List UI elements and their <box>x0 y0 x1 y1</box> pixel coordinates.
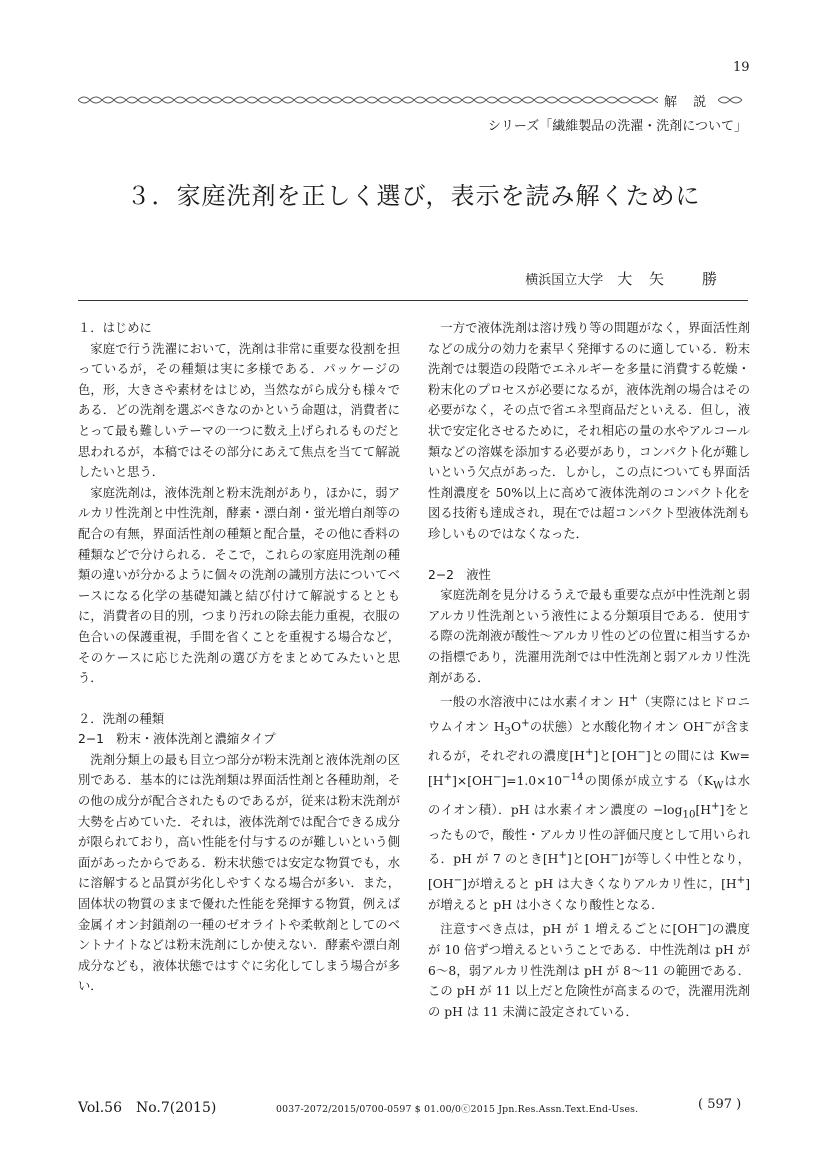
subsection-heading: 2−2 液性 <box>428 567 491 582</box>
paragraph: 注意すべき点は，pH が 1 増えるごとに[OH−]の濃度が 10 倍ずつ増えるということである．中性洗剤は pH が 6〜8，弱アルカリ性洗剤は pH が 8〜11 の範囲である．この pH が 11 以上だと危険性が高まるので，洗濯用洗剤の pH は 11 未満に設定されている． <box>428 919 750 1019</box>
paragraph: 一般の水溶液中には水素イオン H+（実際にはヒドロニウムイオン $H_3O^+$の状態）と水酸化物イオン OH−が含まれるが，それぞれの濃度[H+]と[OH−]との間には $Kw=[H^+]\times[OH^-]=1.0\times 10^{-14}$の関係が成立する（$K_W$は水のイオン積）．pH は水素イオン濃度の $-\log_{10}[H^+]$をとったもので，酸性・アルカリ性の評価尺度として用いられる．pH が 7 のとき[H+]と[OH−]が等しく中性となり，[OH−]が増えると pH は大きくなりアルカリ性に，[H+]が増えると pH は小さくなり酸性となる． <box>428 692 750 912</box>
author-name-given: 勝 <box>701 270 717 288</box>
section-heading: １．はじめに <box>78 321 152 335</box>
author-affiliation: 横浜国立大学 <box>525 273 604 288</box>
paragraph: 家庭洗剤は，液体洗剤と粉末洗剤があり，ほかに，弱アルカリ性洗剤と中性洗剤，酵素・漂白剤・蛍光増白剤等の配合の有無，界面活性剤の種類と配合量，その他に香料の種類などで分けられる．そこで，これらの家庭用洗剤の種類の違いが分かるように個々の洗剤の識別方法についてベースになる化学の基礎知識と結び付けて解説するとともに，消費者の目的別，つまり汚れの除去能力重視，衣服の色合いの保護重視，手間を省くことを重視する場合など，そのケースに応じた洗剤の選び方をまとめてみたいと思う． <box>78 485 400 686</box>
paragraph: 一方で液体洗剤は溶け残り等の問題がなく，界面活性剤などの成分の効力を素早く発揮するのに適している．粉末洗剤では製造の段階でエネルギーを多量に消費する乾燥・粉末化のプロセスが必要になるが，液体洗剤の場合はその必要がなく，その点で省エネ型商品だといえる．但し，液状で安定化させるために，それ相応の量の水やアルコール類などの溶媒を添加する必要があり，コンパクト化が難しいという欠点があった．しかし，この点についても界面活性剤濃度を 50%以上に高めて液体洗剤のコンパクト化を図る技術も達成され，現在では超コンパクト型液体洗剤も珍しいものではなくなった． <box>428 321 750 541</box>
footer-codes: 0037-2072/2015/0700-0597 $ 01.00/0ⓒ2015 Jpn.Res.Assn.Text.End-Uses. <box>276 1104 639 1115</box>
section-heading: ２．洗剤の種類 <box>78 711 165 726</box>
section-label: 解 説 <box>664 95 713 110</box>
paragraph: 家庭で行う洗濯において，洗剤は非常に重要な役割を担っているが，その種類は実に多様である．パッケージの色，形，大きさや素材をはじめ，当然ながら成分も様々である．どの洗剤を選ぶべきなのかという命題は，消費者にとって最も難しいテーマの一つに数え上げられるものだと思われるが，本稿ではその部分にあえて焦点を当てて解説したいと思う． <box>78 341 400 480</box>
page-number: 19 <box>733 60 750 75</box>
footer-journal: Vol.56 No.7(2015) <box>78 1100 217 1116</box>
body-column-left <box>78 318 400 997</box>
author-line <box>525 268 717 289</box>
subsection-heading: 2−1 粉末・液体洗剤と濃縮タイプ <box>78 732 276 747</box>
body-column-right <box>428 318 750 1023</box>
author-name: 大 矢 <box>617 270 670 288</box>
ornament-rule <box>78 94 658 106</box>
series-label: シリーズ「繊維製品の洗濯・洗剤について」 <box>487 119 747 134</box>
paragraph: 家庭洗剤を見分けるうえで最も重要な点が中性洗剤と弱アルカリ性洗剤という液性による分類項目である．使用する際の洗剤液が酸性〜アルカリ性のどの位置に相当するかの指標であり，洗濯用洗剤では中性洗剤と弱アルカリ性洗剤がある． <box>428 588 750 685</box>
header-rule <box>78 300 748 301</box>
paragraph: 洗剤分類上の最も目立つ部分が粉末洗剤と液体洗剤の区別である．基本的には洗剤類は界面活性剤と各種助剤，その他の成分が配合されたものであるが，従来は粉末洗剤が大勢を占めていた．それは，液体洗剤では配合できる成分が限られており，高い性能を付与するのが難しいという側面があったからである．粉末状態では安定な物質でも，水に溶解すると品質が劣化しやすくなる場合が多い．また，固体状の物質のままで優れた性能を発揮する物質，例えば金属イオン封鎖剤の一種のゼオライトや柔軟剤としてのベントナイトなどは粉末洗剤にしか使えない．酵素や漂白剤成分なども，液体状態ではすぐに劣化してしまう場合が多い． <box>78 752 400 994</box>
article-title: ３．家庭洗剤を正しく選び，表示を読み解くために <box>126 182 701 210</box>
ornament-rule-tail <box>718 94 746 106</box>
footer-page: ( 597 ) <box>698 1097 742 1112</box>
